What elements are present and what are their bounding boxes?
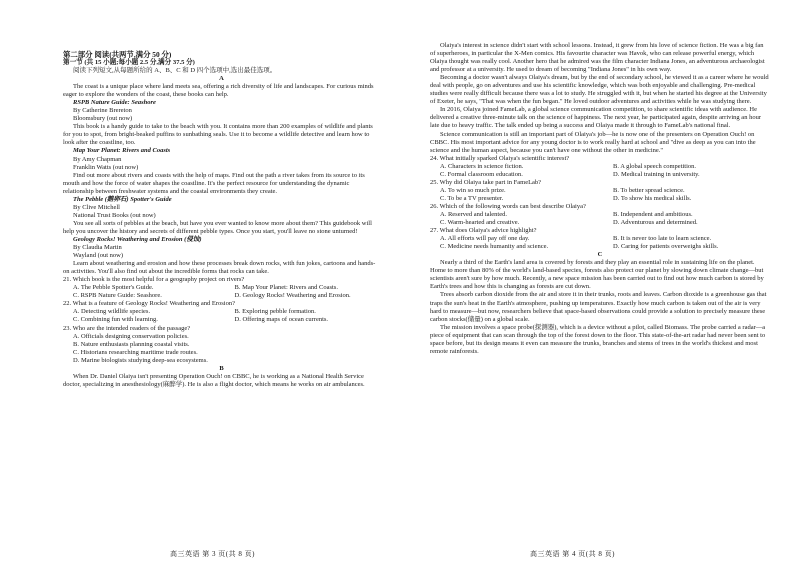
- book-author: By Amy Chapman: [73, 155, 122, 163]
- passage-b-paragraph: Olaiya's interest in science didn't start with school lessons. Instead, it grew from his love of science fiction. He was a big fan of superheroes, in particular the X-Men comics. His favourite character was Havok, who can release powerful energy, which Olaiya thought was really cool. Another hero that he admired was the film character Indiana Jones, an adventurous archaeologist and professor at a university. He used to dream of becoming "Indiana Jones" in his own way.: [430, 42, 765, 74]
- page-footer: 高三英语 第 3 页(共 8 页): [170, 550, 255, 558]
- passage-b-label: B: [219, 364, 224, 372]
- option: D. Marine biologists studying deep-sea ecosystems.: [73, 356, 208, 364]
- question-25-options: [430, 187, 770, 203]
- option: A. Officials designing conservation policies.: [73, 332, 189, 340]
- question-25: 25. Why did Olaiya take part in FameLab?: [430, 178, 542, 186]
- option: B. Nature enthusiasts planning coastal visits.: [73, 340, 190, 348]
- option: B. Independent and ambitious.: [613, 210, 693, 218]
- book-publisher: Franklin Watts (out now): [73, 163, 139, 171]
- book-publisher: Wayland (out now): [73, 252, 124, 260]
- question-21-options: [63, 284, 380, 300]
- option: B. It is never too late to learn science.: [613, 235, 712, 243]
- question-21: 21. Which book is the most helpful for a geography project on rivers?: [63, 276, 245, 284]
- passage-c-paragraph: The mission involves a space probe(探测器), which is a device without a pilot, called Biomass. The probe carried a radar—a piece of equipment that can scan through the top of the forest down to the floor. This state-of-the-art radar had never been sent to space before, but its design means it even can measure the trunks, branches and stems of trees in the world's thickest and most remote rainforests.: [430, 323, 766, 355]
- question-24-options: [430, 163, 770, 179]
- option: B. Map Your Planet: Rivers and Coasts.: [234, 284, 338, 292]
- passage-b-paragraph: Science communication is still an important part of Olaiya's job—he is now one of the presenters on Operation Ouch! on CBBC. His most important advice for any young doctor is to work really hard at school and "dive as deep as you can into the science and the human aspect, because you can't have one without the other in medicine.": [430, 130, 756, 154]
- question-22: 22. What is a feature of Geology Rocks! Weathering and Erosion?: [63, 300, 235, 308]
- book-author: By Clive Mitchell: [73, 203, 120, 211]
- book-author: By Claudia Martin: [73, 244, 122, 252]
- option: D. Geology Rocks! Weathering and Erosion.: [234, 292, 351, 300]
- option: A. Reserved and talented.: [440, 210, 507, 218]
- question-27: 27. What does Olaiya's advice highlight?: [430, 227, 537, 235]
- option: D. Medical training in university.: [613, 170, 700, 178]
- option: B. To better spread science.: [613, 186, 685, 194]
- question-27-options: [430, 235, 770, 251]
- option: A. Characters in science fiction.: [440, 162, 524, 170]
- passage-a-intro: The coast is a unique place where land meets sea, offering a rich diversity of life and landscapes. For curious minds eager to explore the wonders of the coast, these books can help.: [63, 83, 374, 99]
- book-publisher: Bloomsbury (out now): [73, 115, 133, 123]
- book-description: This book is a handy guide to take to the beach with you. It contains more than 200 examples of wildlife and plants for you to spot, from bright-beaked puffins to sunbathing seals. Use it to become a wildlife detective and learn how to look after the coastline, too.: [63, 123, 373, 147]
- book-publisher: National Trust Books (out now): [73, 211, 156, 219]
- passage-c-label: C: [597, 251, 603, 259]
- book-title: RSPB Nature Guide: Seashore: [73, 99, 156, 107]
- option: C. To be a TV presenter.: [440, 194, 504, 202]
- option: A. To win so much prize.: [440, 186, 506, 194]
- book-title: Map Your Planet: Rivers and Coasts: [73, 147, 171, 155]
- right-page: [400, 0, 800, 566]
- book-title: The Pebble (鹅卵石) Spotter's Guide: [73, 195, 172, 203]
- question-23: 23. Who are the intended readers of the passage?: [63, 324, 191, 332]
- instruction: 阅读下列短文,从每题所给的 A、B、C 和 D 四个选项中,选出最佳选项。: [73, 67, 277, 74]
- option: C. Warm-hearted and creative.: [440, 219, 520, 227]
- option: C. Medicine needs humanity and science.: [440, 243, 549, 251]
- section-subtitle: 第一节 (共 15 小题;每小题 2.5 分,满分 37.5 分): [63, 59, 195, 66]
- book-description: You see all sorts of pebbles at the beach, but have you ever wanted to know more about them? This guidebook will help you uncover the history and secrets of different pebble types. Once you start, you'll leave no stone unturned!: [63, 219, 372, 235]
- section-title: 第二部分 阅读(共两节,满分 50 分): [63, 50, 172, 59]
- passage-c-paragraph: Trees absorb carbon dioxide from the air and store it in their trunks, roots and leaves. Carbon dioxide is a greenhouse gas that traps the sun's heat in the Earth's atmosphere, pushing up temperatures. Exactly how much carbon is taken out of the air is very hard to measure—but now, researchers believe that space-based observations could provide a solution to precisely measure these carbon stocks(储量) on a global scale.: [430, 291, 767, 323]
- question-26: 26. Which of the following words can best describe Olaiya?: [430, 202, 586, 210]
- option: D. Offering maps of ocean currents.: [234, 316, 329, 324]
- book-description: Find out more about rivers and coasts with the help of maps. Find out the path a river takes from its source to its mouth and how the force of water shapes the coastline. It's the perfect resource for understanding the dynamic relationship between freshwater systems and the coastal environments they create.: [63, 171, 365, 195]
- book-title: Geology Rocks! Weathering and Erosion (侵蚀): [73, 235, 202, 243]
- book-description: Learn about weathering and erosion and how these processes break down rocks, with fun jokes, cartoons and hands-on activities. You'll also find out about the incredible forms that rocks can take.: [63, 260, 376, 276]
- option: B. Exploring pebble formation.: [234, 308, 316, 316]
- book-author: By Catherine Brereton: [73, 107, 132, 115]
- option: A. Detecting wildlife species.: [73, 308, 151, 316]
- option: C. Formal classroom education.: [440, 170, 523, 178]
- passage-c-paragraph: Nearly a third of the Earth's land area is covered by forests and they play an essential role in sustaining life on the planet. Home to more than 80% of the world's land-based species, forests also protect our planet by slowing down climate change—but scientists aren't sure by how much. Recently, a new space mission has been carried out to find out how much carbon is stored by Earth's trees and how this is changing as forests are cut down.: [430, 259, 764, 291]
- option: D. Caring for patients overweighs skills.: [613, 243, 719, 251]
- option: C. RSPB Nature Guide: Seashore.: [73, 292, 162, 300]
- option: A. All efforts will pay off one day.: [440, 235, 530, 243]
- option: A. The Pebble Spotter's Guide.: [73, 284, 154, 292]
- option: C. Historians researching maritime trade routes.: [73, 348, 198, 356]
- question-26-options: [430, 211, 770, 227]
- passage-b-paragraph: When Dr. Daniel Olaiya isn't presenting Operation Ouch! on CBBC, he is working as a National Health Service doctor, specializing in anesthesiology(麻醉学). He is also a flight doctor, which means he works on air ambulances.: [63, 372, 365, 388]
- page-footer: 高三英语 第 4 页(共 8 页): [530, 550, 615, 558]
- option: D. Adventurous and determined.: [613, 219, 698, 227]
- option: C. Combining fun with learning.: [73, 316, 158, 324]
- option: B. A global speech competition.: [613, 162, 697, 170]
- question-22-options: [63, 308, 380, 324]
- option: D. To show his medical skills.: [613, 194, 692, 202]
- passage-b-paragraph: In 2016, Olaiya joined FameLab, a global science communication competition, to share scientific ideas with audience. He delivered a creative three-minute talk on the science of happiness. The next year, he participated again, despite arriving an hour late due to heavy traffic. The talk ended up being a success and Olaiya made it through to FameLab's national final.: [430, 106, 761, 130]
- passage-a-label: A: [219, 75, 224, 83]
- passage-b-paragraph: Becoming a doctor wasn't always Olaiya's dream, but by the end of secondary school, he viewed it as a career where he would deal with people, go on adventures and use his scientific knowledge, which was both enjoyable and challenging. Pre-medical studies were really difficult because there was a lot to study. He struggled with it, but when he started his degree at the University of Exeter, he says, "That was when the fun began." He loved outdoor adventures and activities while he was studying there.: [430, 74, 769, 106]
- question-24: 24. What initially sparked Olaiya's scientific interest?: [430, 154, 570, 162]
